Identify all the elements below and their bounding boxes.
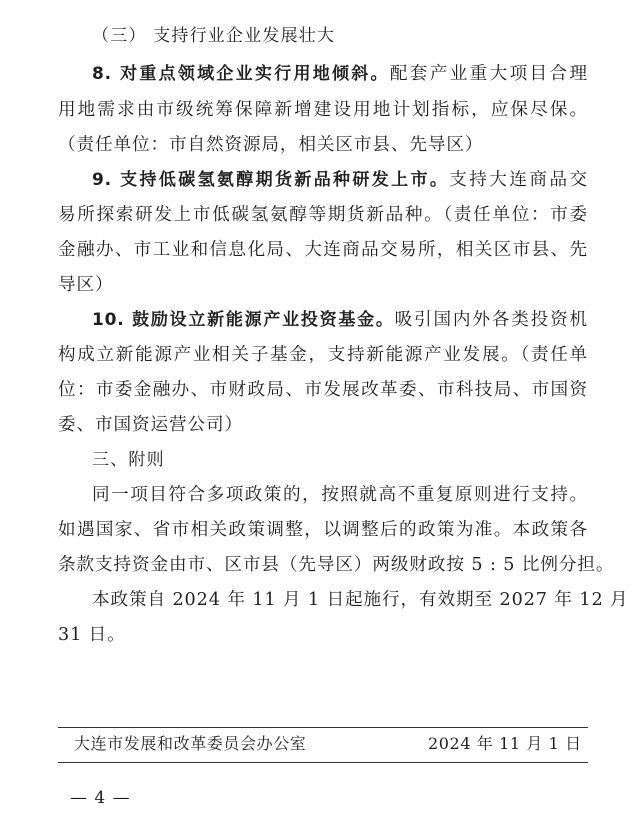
item-9-title: 9. 支持低碳氢氨醇期货新品种研发上市。	[92, 170, 450, 190]
item-9-line-2: 易所探索研发上市低碳氢氨醇等期货新品种。（责任单位：市委	[58, 205, 588, 225]
item-9-line-4: 导区）	[58, 275, 114, 295]
appendix-para-2-line-2: 31 日。	[58, 625, 126, 645]
item-10-line-2: 构成立新能源产业相关子基金，支持新能源产业发展。（责任单	[58, 345, 588, 365]
appendix-para-2-line-1: 本政策自 2024 年 11 月 1 日起施行，有效期至 2027 年 12 月	[92, 590, 629, 610]
page-number: — 4 —	[70, 788, 131, 808]
item-8-line-1	[92, 62, 588, 86]
section-3-heading: （三） 支持行业企业发展壮大	[92, 26, 336, 46]
item-8-title: 8. 对重点领域企业实行用地倾斜。	[92, 64, 390, 84]
footer-top-rule	[58, 727, 588, 728]
footer-bottom-rule	[58, 762, 588, 763]
item-10-line-1-rest: 吸引国内外各类投资机	[394, 310, 588, 330]
appendix-heading: 三、附则	[92, 450, 165, 470]
item-9-line-3: 金融办、市工业和信息化局、大连商品交易所，相关区市县、先	[58, 240, 588, 260]
item-8-line-3: （责任单位：市自然资源局，相关区市县、先导区）	[58, 135, 484, 155]
item-10-title: 10. 鼓励设立新能源产业投资基金。	[92, 310, 395, 330]
issue-date: 2024 年 11 月 1 日	[428, 734, 582, 753]
item-8-line-2: 用地需求由市级统筹保障新增建设用地计划指标，应保尽保。	[58, 100, 588, 120]
item-10-line-1	[92, 308, 588, 332]
item-9-line-1	[92, 168, 588, 192]
appendix-para-1-line-1: 同一项目符合多项政策的，按照就高不重复原则进行支持。	[92, 485, 588, 505]
appendix-para-1-line-3: 条款支持资金由市、区市县（先导区）两级财政按 5 : 5 比例分担。	[58, 555, 615, 575]
item-10-line-3: 位：市委金融办、市财政局、市发展改革委、市科技局、市国资	[58, 380, 588, 400]
item-10-line-4: 委、市国资运营公司）	[58, 415, 243, 435]
item-8-line-1-rest: 配套产业重大项目合理	[389, 64, 588, 84]
appendix-para-1-line-2: 如遇国家、省市相关政策调整，以调整后的政策为准。本政策各	[58, 520, 588, 540]
item-9-line-1-rest: 支持大连商品交	[449, 170, 588, 190]
issuer-name: 大连市发展和改革委员会办公室	[74, 734, 307, 753]
